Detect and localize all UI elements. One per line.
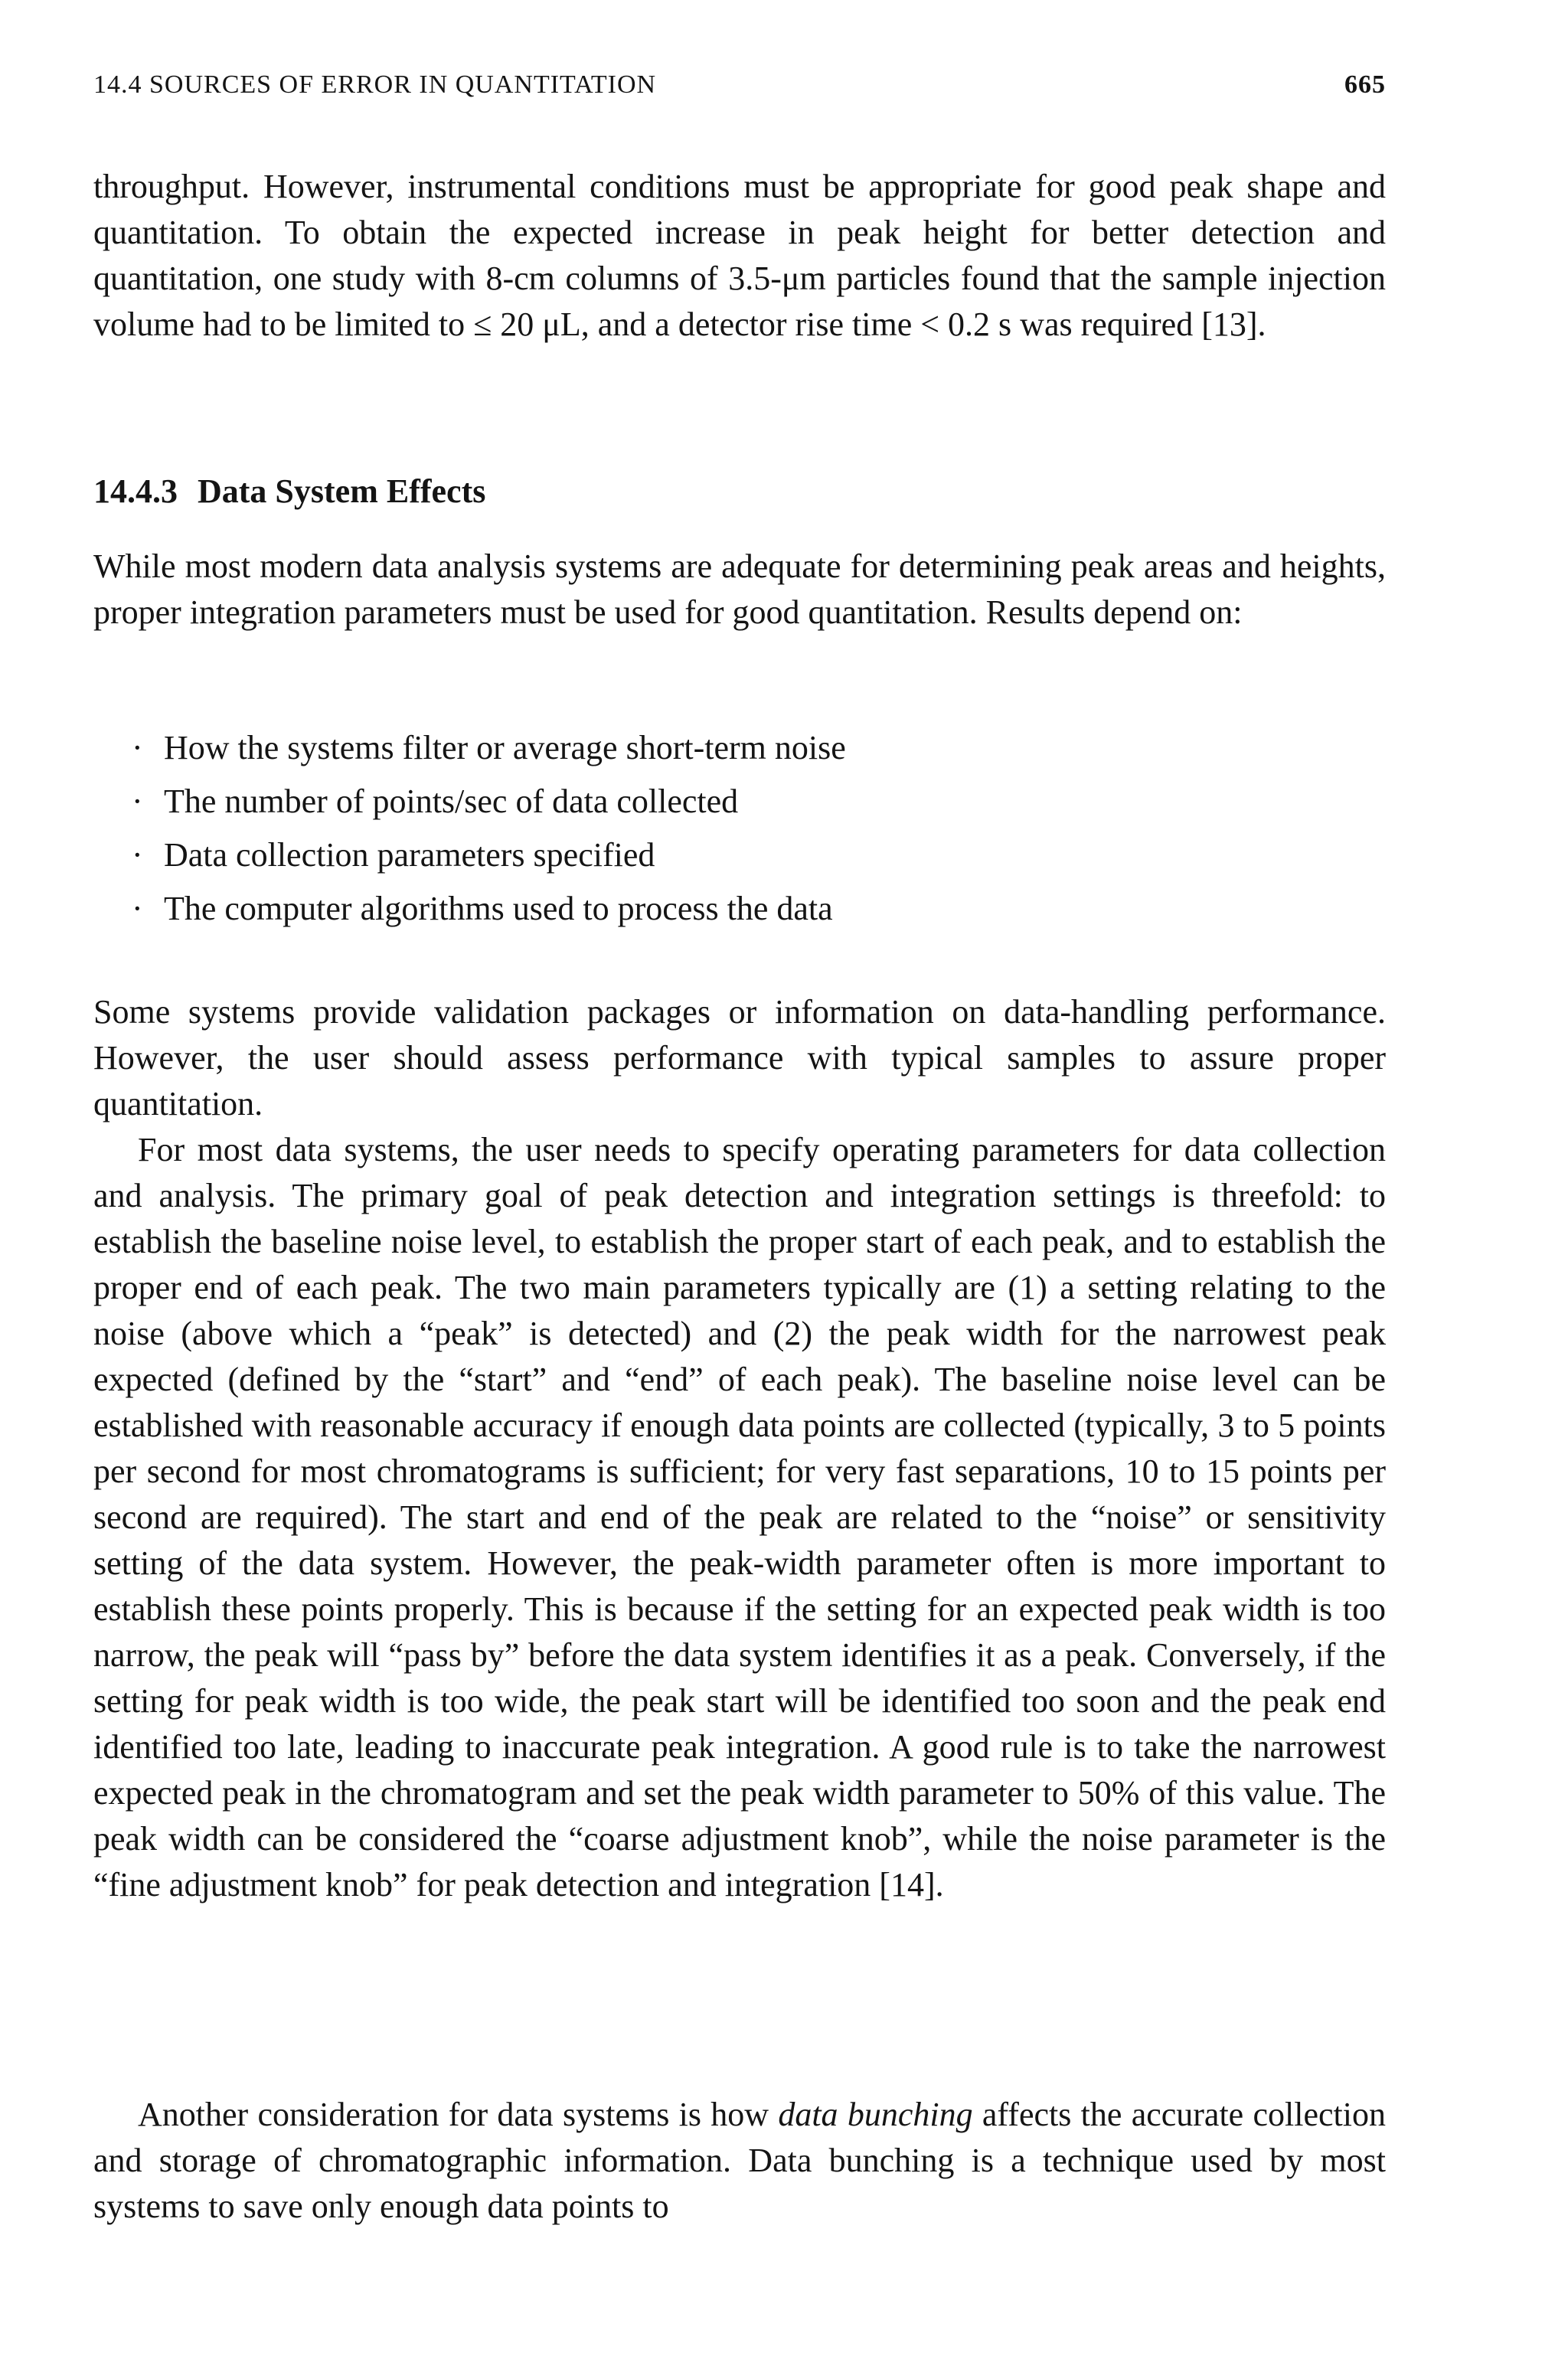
- list-item: · Data collection parameters specified: [126, 828, 846, 882]
- bullet-icon: ·: [132, 729, 143, 766]
- paragraph-parameters: For most data systems, the user needs to specify operating parameters for data collection and analysis. The primary goal of peak detection and integration settings is threefold: to establish the baseline noise level, to establish the proper start of each peak, and to establish the proper end of each peak. The two main parameters typically are (1) a setting relating to the noise (above which a “peak” is detected) and (2) the peak width for the narrowest peak expected (defined by the “start” and “end” of each peak). The baseline noise level can be established with reasonable accuracy if enough data points are collected (typically, 3 to 5 points per second for most chromatograms is sufficient; for very fast separations, 10 to 15 points per second are required). The start and end of the peak are related to the “noise” or sensitivity setting of the data system. However, the peak-width parameter often is more important to establish these points properly. This is because if the setting for an expected peak width is too narrow, the peak will “pass by” before the data system identifies it as a peak. Conversely, if the setting for peak width is too wide, the peak start will be identified too soon and the peak end identified too late, leading to inaccurate peak integration. A good rule is to take the narrowest expected peak in the chromatogram and set the peak width parameter to 50% of this value. The peak width can be considered the “coarse adjustment knob”, while the noise parameter is the “fine adjustment knob” for peak detection and integration [14].: [93, 1131, 1386, 1903]
- list-item: · The computer algorithms used to process the data: [126, 882, 846, 936]
- section-number: 14.4.3: [93, 472, 178, 510]
- section-title: Data System Effects: [198, 472, 486, 510]
- bullet-icon: ·: [132, 890, 143, 927]
- emphasis-term: data bunching: [778, 2096, 973, 2133]
- paragraph-intro: While most modern data analysis systems are adequate for determining peak areas and heights, proper integration parameters must be used for good quantitation. Results depend on:: [93, 547, 1386, 631]
- running-head-title: 14.4 SOURCES OF ERROR IN QUANTITATION: [93, 70, 657, 99]
- section-heading: [93, 469, 485, 515]
- paragraph-continued: throughput. However, instrumental conditions must be appropriate for good peak shape and quantitation. To obtain the expected increase in peak height for better detection and quantitation, one study with 8-cm columns of 3.5-μm particles found that the sample injection volume had to be limited to ≤ 20 μL, and a detector rise time < 0.2 s was required [13].: [93, 168, 1386, 343]
- list-item: · How the systems filter or average short-term noise: [126, 721, 846, 775]
- bullet-icon: ·: [132, 783, 143, 820]
- list-item: · The number of points/sec of data collected: [126, 775, 846, 828]
- page-number: 665: [1344, 70, 1386, 99]
- bullet-icon: ·: [132, 836, 143, 874]
- paragraph-data-bunching: Another consideration for data systems is how data bunching affects the accurate collection and storage of chromatographic information. Data bunching is a technique used by most systems to save only enough data points to: [93, 2096, 1386, 2225]
- bullet-list: [126, 721, 846, 936]
- running-head: [93, 70, 1386, 109]
- paragraph-validation: Some systems provide validation packages or information on data-handling performance. However, the user should assess performance with typical samples to assure proper quantitation.: [93, 993, 1386, 1122]
